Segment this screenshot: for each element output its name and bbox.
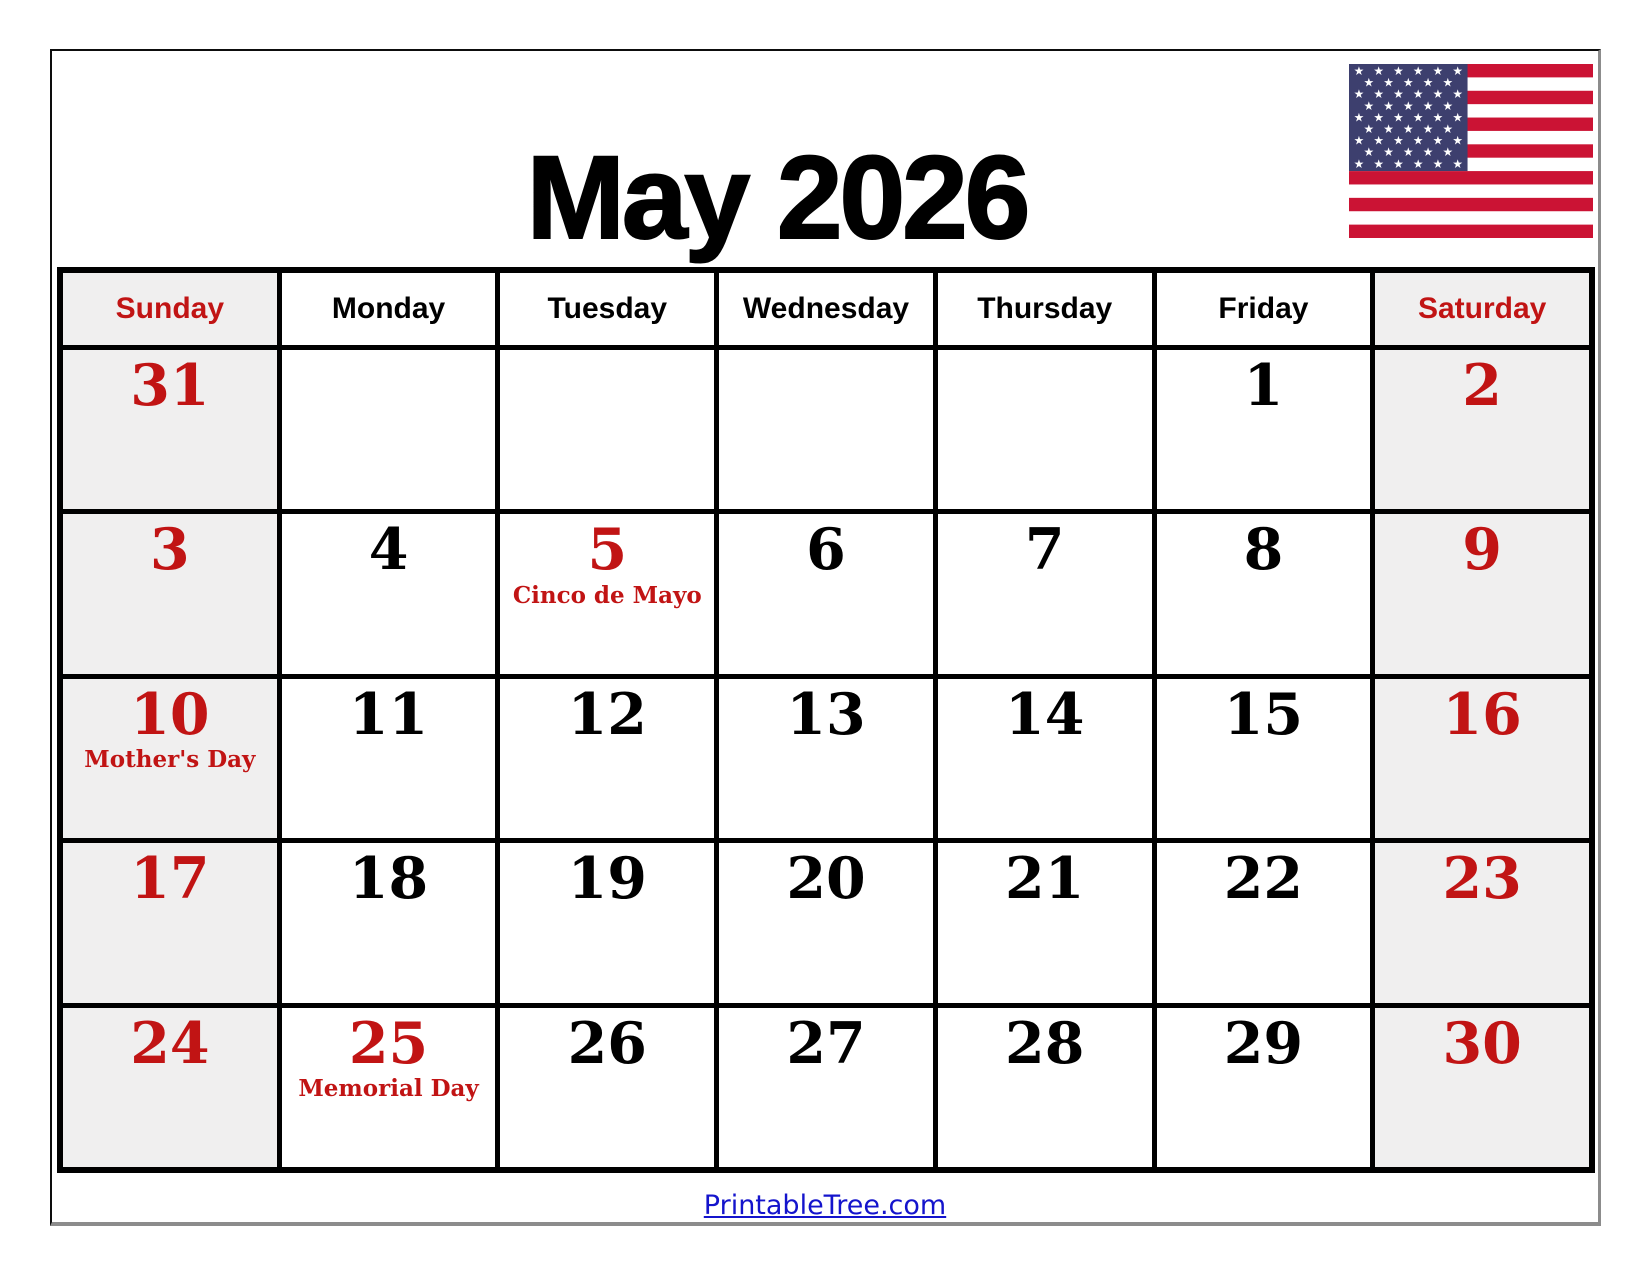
svg-text:★: ★ — [1412, 64, 1424, 79]
day-of-week-header-wednesday: Wednesday — [719, 273, 933, 345]
day-number: 10 — [130, 680, 210, 748]
day-number: 19 — [567, 845, 647, 913]
day-of-week-header-tuesday: Tuesday — [500, 273, 714, 345]
svg-text:★: ★ — [1393, 156, 1404, 171]
svg-text:★: ★ — [1363, 98, 1375, 113]
day-cell-7[interactable] — [938, 514, 1152, 673]
day-of-week-header-monday: Monday — [282, 273, 496, 345]
day-cell-31[interactable] — [63, 350, 277, 509]
holiday-label: Mother's Day — [84, 746, 256, 774]
svg-text:★: ★ — [1442, 145, 1454, 160]
us-flag-icon — [1349, 64, 1593, 238]
day-number: 25 — [348, 1009, 429, 1077]
day-cell-11[interactable] — [282, 679, 496, 838]
day-number: 31 — [130, 352, 210, 419]
day-cell-6[interactable] — [719, 514, 933, 673]
svg-text:★: ★ — [1432, 64, 1444, 79]
day-of-week-header-friday: Friday — [1157, 273, 1371, 345]
svg-text:★: ★ — [1432, 87, 1444, 102]
svg-text:★: ★ — [1393, 64, 1404, 79]
svg-text:★: ★ — [1373, 64, 1384, 79]
svg-text:★: ★ — [1442, 98, 1454, 113]
day-cell-1[interactable] — [1157, 350, 1371, 509]
footer-link[interactable]: PrintableTree.com — [703, 1190, 947, 1221]
day-cell-10[interactable] — [63, 679, 277, 838]
holiday-label: Cinco de Mayo — [512, 581, 702, 609]
svg-text:★: ★ — [1383, 145, 1394, 160]
day-cell-30[interactable] — [1375, 1008, 1589, 1167]
svg-text:★: ★ — [1353, 110, 1365, 125]
day-cell-14[interactable] — [938, 679, 1152, 838]
day-cell-23[interactable] — [1375, 843, 1589, 1002]
svg-text:★: ★ — [1442, 75, 1454, 90]
svg-text:★: ★ — [1363, 121, 1375, 137]
day-number: 12 — [567, 680, 647, 748]
svg-text:★: ★ — [1373, 156, 1384, 171]
day-number: 26 — [567, 1009, 647, 1077]
svg-text:★: ★ — [1452, 133, 1463, 148]
day-cell-9[interactable] — [1375, 514, 1589, 673]
svg-text:★: ★ — [1373, 110, 1384, 125]
svg-text:★: ★ — [1412, 87, 1424, 102]
svg-text:★: ★ — [1452, 110, 1463, 125]
day-number: 13 — [786, 680, 866, 748]
day-cell-25[interactable] — [282, 1008, 496, 1167]
day-number: 29 — [1223, 1009, 1304, 1077]
day-number: 14 — [1005, 680, 1085, 748]
svg-text:★: ★ — [1383, 121, 1394, 137]
day-number: 20 — [786, 845, 866, 913]
day-number: 23 — [1442, 845, 1522, 913]
day-cell-21[interactable] — [938, 843, 1152, 1002]
svg-text:★: ★ — [1452, 64, 1463, 79]
svg-text:★: ★ — [1412, 156, 1424, 171]
day-number: 1 — [1243, 352, 1284, 419]
svg-text:★: ★ — [1373, 133, 1384, 148]
svg-text:★: ★ — [1412, 133, 1424, 148]
svg-text:★: ★ — [1393, 133, 1404, 148]
page-frame — [50, 49, 1601, 1226]
day-cell-26[interactable] — [500, 1008, 714, 1167]
day-number: 22 — [1223, 845, 1304, 913]
day-cell-18[interactable] — [282, 843, 496, 1002]
day-cell-13[interactable] — [719, 679, 933, 838]
svg-text:★: ★ — [1402, 121, 1414, 137]
day-of-week-header-saturday: Saturday — [1375, 273, 1589, 345]
svg-text:★: ★ — [1432, 156, 1444, 171]
day-cell-empty — [500, 350, 714, 509]
day-number: 3 — [150, 516, 190, 584]
svg-text:★: ★ — [1422, 98, 1434, 113]
day-cell-4[interactable] — [282, 514, 496, 673]
svg-text:★: ★ — [1442, 121, 1454, 137]
day-number: 17 — [130, 845, 210, 913]
svg-text:★: ★ — [1402, 75, 1414, 90]
svg-text:★: ★ — [1412, 110, 1424, 125]
day-number: 8 — [1243, 516, 1284, 584]
day-cell-27[interactable] — [719, 1008, 933, 1167]
day-cell-17[interactable] — [63, 843, 277, 1002]
day-number: 28 — [1005, 1009, 1085, 1077]
day-cell-28[interactable] — [938, 1008, 1152, 1167]
day-cell-empty — [719, 350, 933, 509]
svg-text:★: ★ — [1353, 64, 1365, 79]
day-cell-24[interactable] — [63, 1008, 277, 1167]
day-number: 11 — [348, 680, 429, 748]
day-number: 27 — [786, 1009, 866, 1077]
day-cell-8[interactable] — [1157, 514, 1371, 673]
svg-text:★: ★ — [1383, 75, 1394, 90]
svg-text:★: ★ — [1422, 145, 1434, 160]
day-number: 15 — [1223, 680, 1304, 748]
day-number: 24 — [130, 1009, 210, 1077]
svg-text:★: ★ — [1402, 98, 1414, 113]
day-of-week-header-thursday: Thursday — [938, 273, 1152, 345]
svg-text:★: ★ — [1363, 75, 1375, 90]
day-cell-16[interactable] — [1375, 679, 1589, 838]
svg-text:★: ★ — [1393, 87, 1404, 102]
svg-text:★: ★ — [1422, 75, 1434, 90]
page-title: May 2026 — [526, 132, 1028, 264]
svg-text:★: ★ — [1363, 145, 1375, 160]
svg-text:★: ★ — [1383, 98, 1394, 113]
day-number: 4 — [368, 516, 409, 584]
day-number: 2 — [1462, 352, 1502, 419]
day-number: 9 — [1462, 516, 1502, 584]
day-number: 30 — [1442, 1009, 1522, 1077]
day-cell-12[interactable] — [500, 679, 714, 838]
day-cell-29[interactable] — [1157, 1008, 1371, 1167]
day-cell-15[interactable] — [1157, 679, 1371, 838]
day-cell-19[interactable] — [500, 843, 714, 1002]
day-cell-22[interactable] — [1157, 843, 1371, 1002]
svg-text:★: ★ — [1452, 87, 1463, 102]
day-cell-empty — [282, 350, 496, 509]
day-number: 7 — [1024, 516, 1065, 584]
svg-text:★: ★ — [1422, 121, 1434, 137]
day-cell-empty — [938, 350, 1152, 509]
svg-text:★: ★ — [1432, 133, 1444, 148]
day-cell-3[interactable] — [63, 514, 277, 673]
svg-text:★: ★ — [1452, 156, 1463, 171]
svg-text:★: ★ — [1353, 156, 1365, 171]
svg-text:★: ★ — [1393, 110, 1404, 125]
calendar-grid — [57, 267, 1595, 1173]
day-of-week-header-sunday: Sunday — [63, 273, 277, 345]
svg-text:★: ★ — [1373, 87, 1384, 102]
svg-text:★: ★ — [1402, 145, 1414, 160]
holiday-label: Memorial Day — [298, 1075, 479, 1103]
svg-text:★: ★ — [1353, 133, 1365, 148]
day-number: 18 — [348, 845, 429, 913]
day-cell-5[interactable] — [500, 514, 714, 673]
day-cell-2[interactable] — [1375, 350, 1589, 509]
day-number: 6 — [806, 516, 846, 584]
svg-text:★: ★ — [1432, 110, 1444, 125]
day-number: 21 — [1005, 845, 1085, 913]
day-number: 5 — [587, 516, 628, 584]
day-number: 16 — [1442, 680, 1522, 748]
svg-text:★: ★ — [1353, 87, 1365, 102]
day-cell-20[interactable] — [719, 843, 933, 1002]
